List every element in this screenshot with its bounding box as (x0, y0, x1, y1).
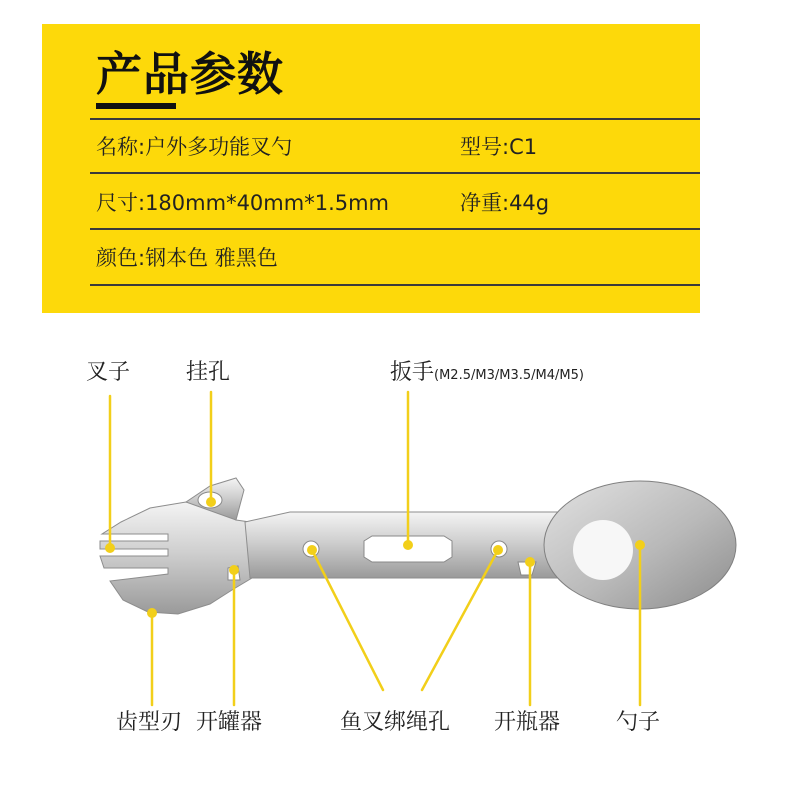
label-bottle-opener: 开瓶器 (494, 710, 561, 735)
label-can-opener: 开罐器 (196, 710, 263, 735)
label-fork: 叉子 (86, 360, 131, 385)
spec-title: 产品参数 (96, 47, 284, 101)
label-wrench (390, 360, 584, 389)
fork-head (100, 502, 252, 614)
label-wrench-text: 扳手 (390, 360, 435, 385)
spec-name: 名称:户外多功能叉勺 (96, 135, 293, 159)
spec-weight: 净重:44g (460, 191, 550, 215)
spoon-highlight (573, 520, 633, 580)
label-wrench-sizes: (M2.5/M3/M3.5/M4/M5) (434, 368, 584, 383)
spec-color: 颜色:钢本色 雅黑色 (96, 246, 278, 270)
label-fish-fork-lashing-holes: 鱼叉绑绳孔 (340, 710, 451, 735)
spec-model: 型号:C1 (460, 135, 538, 159)
label-spoon: 勺子 (616, 710, 661, 735)
spec-size: 尺寸:180mm*40mm*1.5mm (96, 191, 390, 215)
label-hanging-hole: 挂孔 (186, 360, 231, 385)
label-serrated-edge: 齿型刃 (116, 710, 183, 735)
